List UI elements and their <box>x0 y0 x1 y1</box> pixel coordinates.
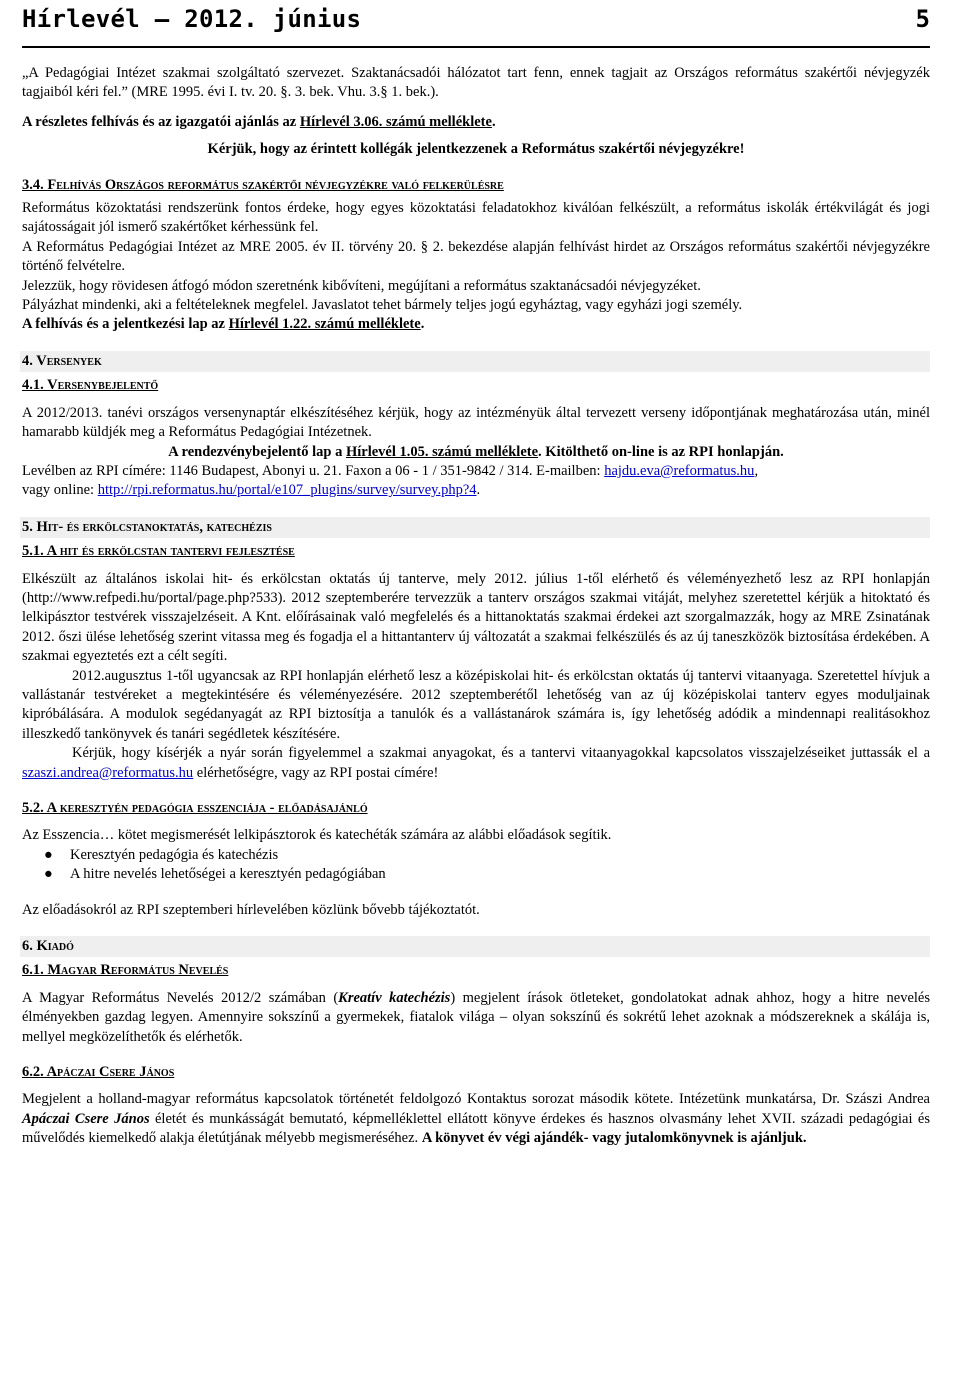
s61-paragraph-1: A Magyar Református Nevelés 2012/2 számában (Kreatív katechézis) megjelent írások ötleteket, gondolatokat adnak ahhoz, hogy a hitre nevelés élményekben gazdag legyen. Amennyire sokszínű a gyermekek, fiatalok világa – olyan sokszínű és sokrétű lehet azoknak a módszereknek a skálája is, mellyel megközelíthetők és elérhetők. <box>22 989 930 1045</box>
s41-paragraph-3: Levélben az RPI címére: 1146 Budapest, Abonyi u. 21. Faxon a 06 - 1 / 351-9842 / 314. E-mailben: hajdu.eva@reformatus.hu, <box>22 462 759 479</box>
s41-paragraph-4: vagy online: http://rpi.reformatus.hu/portal/e107_plugins/survey/survey.php?4. <box>22 482 481 499</box>
intro-request: Kérjük, hogy az érintett kollégák jelentkezzenek a Református szakértői névjegyzékre! <box>207 141 745 158</box>
email-link-szaszi[interactable]: szaszi.andrea@reformatus.hu <box>22 764 194 781</box>
s52-paragraph-1: Az Esszencia… kötet megismerését lelkipásztorok és katechéták számára az alábbi előadások segítik. <box>22 827 612 844</box>
s34-paragraph-3: Jelezzük, hogy rövidesen átfogó módon szeretnénk kibővíteni, megújítani a református szaktanácsadói névjegyzéket. <box>22 277 701 294</box>
list-item: ● A hitre nevelés lehetőségei a keresztyén pedagógiában <box>70 865 930 884</box>
section-heading-4-1: 4.1. Versenybejelentő <box>22 377 159 394</box>
s34-paragraph-2: A Református Pedagógiai Intézet az MRE 2005. év II. törvény 20. § 2. bekezdése alapján felhívást hirdet az Országos református szakértői névjegyzékre történő felvételre. <box>22 238 930 275</box>
s34-paragraph-4: Pályázhat mindenki, aki a feltételeknek megfelel. Javaslatot tehet bármely teljes jogú egyháztag, vagy egyházi jogi személy. <box>22 297 743 314</box>
section-heading-6-1: 6.1. Magyar Református Nevelés <box>22 962 229 979</box>
s51-paragraph-1: Elkészült az általános iskolai hit- és erkölcstan oktatás új tanterve, mely 2012. július 1-től elérhető és véleményezhető lesz az RPI honlapján (http://www.refpedi.hu/portal/page.php?533). 2012 szeptemberére tervezzük a tanterv országos szakmai vitáját, melyhez szeretettel kérjük a hitoktató és lelkipásztor testvérek visszajelzéseit. A Knt. előírásainak való megfelelés és a hittanoktatás szakmai érdekei azt szorgalmazzák, hogy az MRE Zsinatának 2012. őszi ülése lehetőség szerint vitassa meg és fogadja el a hittantanterv új változatát a szakmai felkészülés és az új taneszközök biztosítása érdekében. A szakmai egyeztetés ezt a célt segíti. <box>22 570 930 665</box>
bullet-icon: ● <box>44 846 53 863</box>
section-heading-6: 6. Kiadó <box>20 936 930 957</box>
intro-details: A részletes felhívás és az igazgatói ajánlás az Hírlevél 3.06. számú melléklete. <box>22 113 496 130</box>
email-link-hajdu[interactable]: hajdu.eva@reformatus.hu <box>604 462 755 479</box>
s34-paragraph-1: Református közoktatási rendszerünk fontos érdeke, hogy egyes közoktatási feladatokhoz kiválóan felkészült, a református iskolák értékvilágát és jogi sajátosságait jól ismerő szakértőket kérhessünk fel. <box>22 200 930 236</box>
section-heading-3-4: 3.4. Felhívás Országos református szakértői névjegyzékre való felkerülésre <box>22 176 504 193</box>
list-item: ● Keresztyén pedagógia és katechézis <box>70 846 930 865</box>
section-heading-5: 5. Hit- és erkölcstanoktatás, katechézis <box>20 517 930 538</box>
page-number: 5 <box>915 5 930 33</box>
lecture-list <box>22 846 930 885</box>
attachment-link-3-06[interactable]: Hírlevél 3.06. számú melléklete <box>299 113 492 130</box>
page-header <box>22 6 930 48</box>
section-heading-4: 4. Versenyek <box>20 351 930 372</box>
s52-paragraph-2: Az előadásokról az RPI szeptemberi hírlevelében közlünk bővebb tájékoztatót. <box>22 901 480 918</box>
intro-quote: „A Pedagógiai Intézet szakmai szolgáltató szervezet. Szaktanácsadói hálózatot tart fenn, ennek tagjait az Országos református szakértői névjegyzék tagjaiból kéri fel.” (MRE 1995. évi I. tv. 20. §. 3. bek. Vhu. 3.§ 1. bek.). <box>22 65 930 101</box>
attachment-link-1-22[interactable]: Hírlevél 1.22. számú melléklete <box>228 316 421 333</box>
s51-paragraph-3: Kérjük, hogy kísérjék a nyár során figyelemmel a szakmai anyagokat, és a tantervi vitaanyagokkal kapcsolatos visszajelzéseiket juttassák el a szaszi.andrea@reformatus.hu elérhetőségre, vagy az RPI postai címére! <box>22 745 930 781</box>
s51-paragraph-2: 2012.augusztus 1-től ugyancsak az RPI honlapján elérhető lesz a középiskolai hit- és erkölcstan oktatás új tantervi vitaanyaga. Szeretettel hívjuk a vallástanár testvéreket a megtekintésére és véleményezésére. 2012 szeptemberétől lehetőség van az új középiskolai tanterv egyes moduljainak kipróbálására. A modulok segédanyagát az RPI biztosítja a tanulók és a vallástanárok számára is, így lehetőség adódik a mindennapi realitásokhoz illeszkedő tankönyvek és tanári segédletek készítésére. <box>22 667 930 742</box>
section-heading-6-2: 6.2. Apáczai Csere János <box>22 1064 175 1081</box>
section-heading-5-1: 5.1. A hit és erkölcstan tantervi fejlesztése <box>22 543 295 560</box>
survey-url-link[interactable]: http://rpi.reformatus.hu/portal/e107_plugins/survey/survey.php?4 <box>97 482 477 499</box>
s62-paragraph-1: Megjelent a holland-magyar református kapcsolatok történetét feldolgozó Kontaktus sorozat második kötete. Intézetünk munkatársa, Dr. Szászi Andrea Apáczai Csere János életét és munkásságát bemutató, képmelléklettel ellátott könyve érdekes és hasznos olvasmány lehet XVII. századi pedagógiai és művelődés kiemelkedő alakja életútjának mélyebb megismeréséhez. A könyvet év végi ajándék- vagy jutalomkönyvnek is ajánljuk. <box>22 1091 930 1147</box>
bullet-icon: ● <box>44 866 53 883</box>
attachment-link-1-05[interactable]: Hírlevél 1.05. számú melléklete <box>345 443 539 460</box>
page <box>22 0 930 1149</box>
s41-paragraph-2: A rendezvénybejelentő lap a Hírlevél 1.05. számú melléklete. Kitölthető on-line is az RPI honlapján. <box>168 443 784 460</box>
s34-paragraph-5: A felhívás és a jelentkezési lap az Hírlevél 1.22. számú melléklete. <box>22 316 425 333</box>
section-heading-5-2: 5.2. A keresztyén pedagógia esszenciája - előadásajánló <box>22 800 368 816</box>
s41-paragraph-1: A 2012/2013. tanévi országos versenynaptár elkészítéséhez kérjük, hogy az intézményük által tervezett verseny időpontjának meghatározása után, minél hamarabb küldjék meg a Református Pedagógiai Intézetnek. <box>22 404 930 441</box>
newsletter-title: Hírlevél – 2012. június <box>22 5 362 33</box>
